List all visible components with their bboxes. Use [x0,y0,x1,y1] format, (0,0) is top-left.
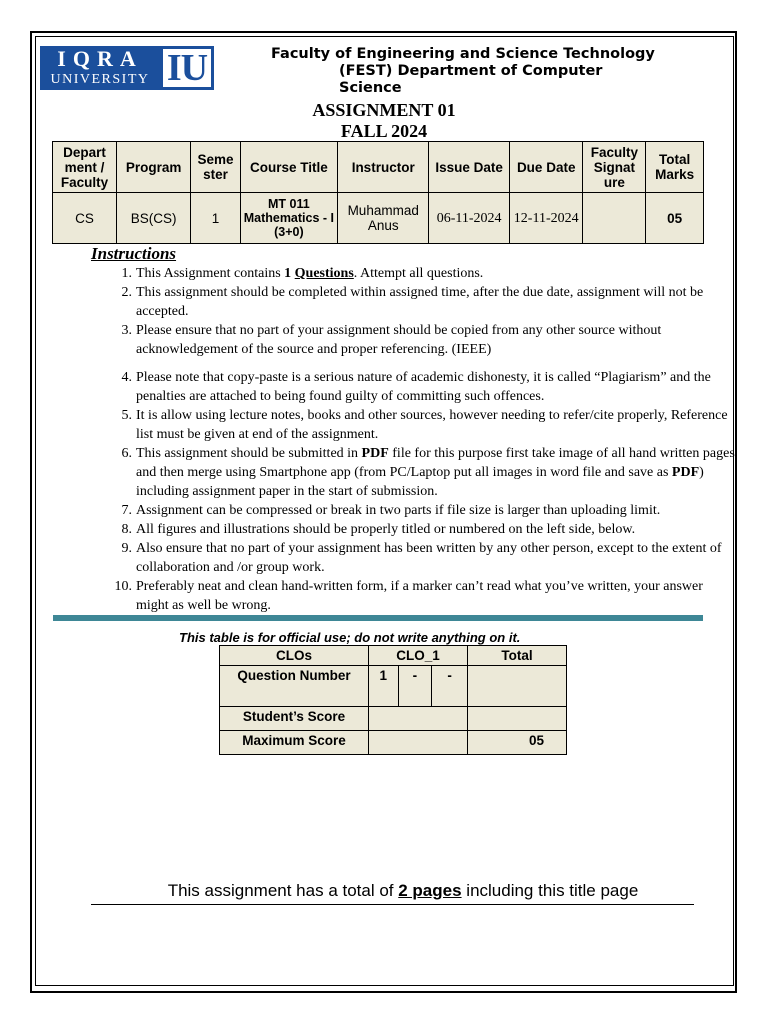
instruction-text: Assignment can be compressed or break in two parts if file size is larger than uploading limit. [136,503,661,518]
instruction-text: This assignment should be completed within assigned time, after the due date, assignment will not be accepted. [136,285,704,319]
instruction-text: This Assignment contains [136,266,285,281]
clo-score-table [219,645,567,755]
cell-issue-date: 06-11-2024 [429,193,510,244]
instruction-emphasis: 1 [284,266,295,281]
instruction-text: All figures and illustrations should be properly titled or numbered on the left side, below. [136,522,636,537]
instruction-item [121,406,736,444]
cell-department: CS [53,193,117,244]
instruction-text: Please note that copy-paste is a serious nature of academic dishonesty, it is called “Plagiarism” and the penalties are attached to being found guilty of committing such offences. [136,370,711,404]
instruction-number: 6. [121,446,132,461]
assignment-number: ASSIGNMENT 01 [312,100,456,120]
instruction-text: This assignment should be submitted in [136,446,362,461]
instruction-item [121,501,736,520]
clo-student-score-value [369,707,468,731]
header-instructor: Instructor [338,142,429,193]
clo-question-total [468,666,567,707]
instruction-item [121,321,736,359]
cell-course-title: MT 011 Mathematics - I (3+0) [240,193,337,244]
page-count-emphasis: 2 pages [398,881,462,900]
clo-maximum-score-row [220,731,567,755]
clo-header-total: Total [468,646,567,666]
clo-maximum-score-label: Maximum Score [220,731,369,755]
header-course-title: Course Title [240,142,337,193]
instruction-number: 4. [121,370,132,385]
instruction-text: It is allow using lecture notes, books and other sources, however needing to refer/cite properly, Reference list must be given at end of the assignment. [136,408,728,442]
clo-student-score-label: Student’s Score [220,707,369,731]
instructions-heading: Instructions [91,244,177,263]
clo-question-number-label: Question Number [220,666,369,707]
instruction-number: 9. [121,541,132,556]
instruction-text: file for this purpose first take image of all hand written pages and then merge using Smartphone app (from PC/Laptop put all images in word file and save as [136,446,735,480]
clo-maximum-score-value [369,731,468,755]
instruction-item [121,539,736,577]
faculty-line-1: Faculty of Engineering and Science Technology [271,46,655,62]
instruction-item [121,264,736,283]
instruction-number: 1. [121,266,132,281]
university-logo [40,46,214,90]
instruction-number: 2. [121,285,132,300]
instruction-text: . Attempt all questions. [353,266,484,281]
faculty-line-2: (FEST) Department of Computer [339,63,603,79]
instruction-item [121,520,736,539]
instruction-emphasis: PDF [361,446,389,461]
clo-header-row [220,646,567,666]
instruction-text: Also ensure that no part of your assignment has been written by any other person, except to the extent of collaboration and /or group work. [136,541,722,575]
cell-faculty-signature [583,193,646,244]
instruction-number: 7. [121,503,132,518]
clo-header-clos: CLOs [220,646,369,666]
logo-wordmark [40,46,160,90]
course-info-row [53,193,704,244]
instruction-number: 8. [121,522,132,537]
header-due-date: Due Date [510,142,583,193]
assignment-term: FALL 2024 [340,121,428,141]
cell-semester: 1 [191,193,240,244]
instruction-item [114,577,736,615]
instruction-number: 10. [114,579,132,594]
cell-due-date: 12-11-2024 [510,193,583,244]
header-issue-date: Issue Date [429,142,510,193]
cell-total-marks: 05 [646,193,704,244]
logo-bottom-text: UNIVERSITY [50,72,150,87]
official-use-note: This table is for official use; do not write anything on it. [179,630,521,645]
instruction-emphasis: PDF [671,465,700,480]
instruction-text: Preferably neat and clean hand-written form, if a marker can’t read what you’ve written, your answer might as well be wrong. [136,579,703,613]
logo-mark: IU [160,46,214,90]
clo-question-1: 1 [369,666,399,707]
clo-maximum-score-total: 05 [468,731,567,755]
instruction-text: ) including assignment paper in the start of submission. [136,465,704,499]
course-info-table [52,141,704,244]
instruction-item [121,444,736,501]
clo-question-3: - [432,666,468,707]
clo-question-row [220,666,567,707]
header-faculty-signature: Faculty Signat ure [583,142,646,193]
clo-student-score-total [468,707,567,731]
header-semester: Seme ster [191,142,240,193]
footer-rule [91,904,694,905]
logo-top-text: IQRA [57,46,143,71]
instruction-number: 5. [121,408,132,423]
instruction-item [121,283,736,321]
header-department: Depart ment / Faculty [53,142,117,193]
section-divider [53,615,703,621]
instructions-list [96,264,736,615]
cell-program: BS(CS) [116,193,190,244]
header-total-marks: Total Marks [646,142,704,193]
cell-instructor: Muhammad Anus [338,193,429,244]
clo-question-2: - [398,666,432,707]
instruction-text: Please ensure that no part of your assignment should be copied from any other source without acknowledgement of the source and proper referencing. (IEEE) [136,323,662,357]
course-info-header-row [53,142,704,193]
faculty-line-3: Science [339,80,402,96]
clo-student-score-row [220,707,567,731]
clo-header-clo1: CLO_1 [369,646,468,666]
instruction-number: 3. [121,323,132,338]
page-count-text: including this title page [461,881,639,900]
page-count-note [0,881,768,901]
faculty-title [266,46,666,97]
instruction-underline: Questions [294,266,354,281]
instruction-item [121,368,736,406]
header-program: Program [116,142,190,193]
page-count-text: This assignment has a total of [167,881,399,900]
